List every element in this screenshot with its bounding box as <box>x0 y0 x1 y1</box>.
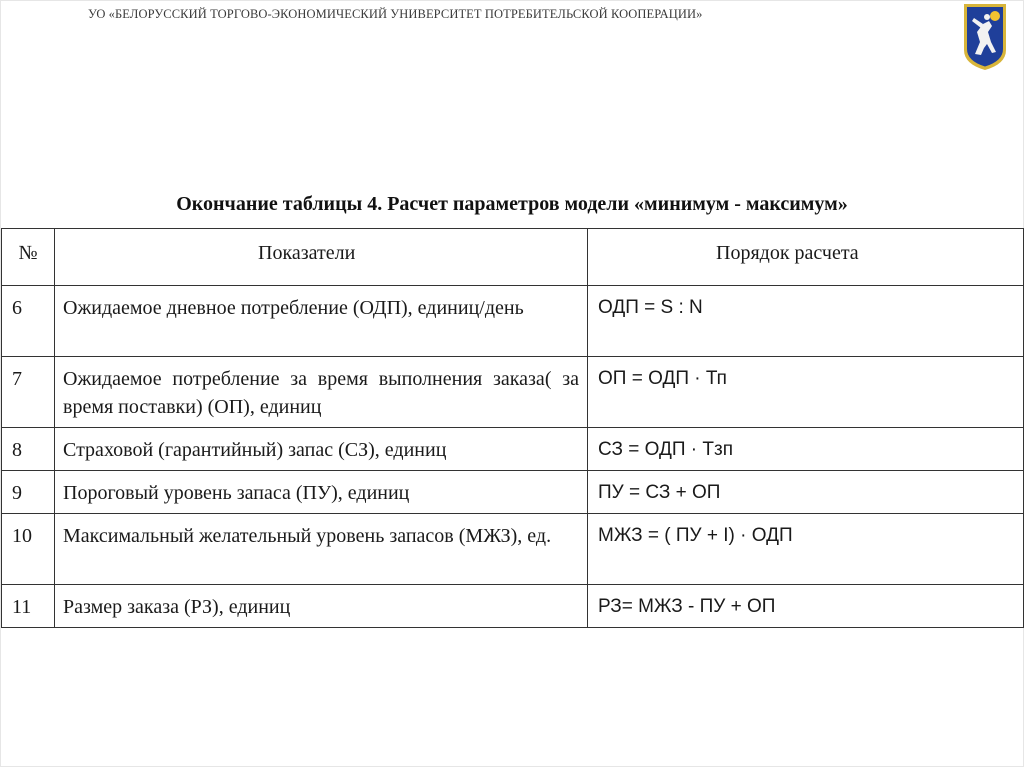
row-number: 9 <box>2 471 55 514</box>
row-number: 6 <box>2 286 55 357</box>
row-indicator: Максимальный желательный уровень запасов (МЖЗ), ед. <box>55 514 588 585</box>
row-formula: ОДП = S : N <box>588 286 1024 357</box>
row-indicator: Ожидаемое дневное потребление (ОДП), единиц/день <box>55 286 588 357</box>
row-formula: ПУ = СЗ + ОП <box>588 471 1024 514</box>
column-header-calculation: Порядок расчета <box>588 229 1024 286</box>
column-header-indicators: Показатели <box>55 229 588 286</box>
row-formula: МЖЗ = ( ПУ + I) · ОДП <box>588 514 1024 585</box>
column-header-number: № <box>2 229 55 286</box>
table-header-row <box>2 229 1024 286</box>
table-row <box>2 286 1024 357</box>
table-row <box>2 428 1024 471</box>
row-indicator: Страховой (гарантийный) запас (СЗ), единиц <box>55 428 588 471</box>
table-row <box>2 514 1024 585</box>
row-formula: РЗ= МЖЗ - ПУ + ОП <box>588 585 1024 628</box>
calculation-table <box>1 228 1024 628</box>
university-emblem-icon <box>962 2 1008 72</box>
row-number: 7 <box>2 357 55 428</box>
row-formula: СЗ = ОДП · Тзп <box>588 428 1024 471</box>
table-row <box>2 471 1024 514</box>
row-indicator: Ожидаемое потребление за время выполнения заказа( за время поставки) (ОП), единиц <box>55 357 588 428</box>
row-number: 10 <box>2 514 55 585</box>
row-indicator: Размер заказа (РЗ), единиц <box>55 585 588 628</box>
row-formula: ОП = ОДП · Тп <box>588 357 1024 428</box>
row-number: 11 <box>2 585 55 628</box>
organization-header: УО «БЕЛОРУССКИЙ ТОРГОВО-ЭКОНОМИЧЕСКИЙ УНИВЕРСИТЕТ ПОТРЕБИТЕЛЬСКОЙ КООПЕРАЦИИ» <box>88 7 703 21</box>
row-indicator: Пороговый уровень запаса (ПУ), единиц <box>55 471 588 514</box>
table-row <box>2 585 1024 628</box>
row-number: 8 <box>2 428 55 471</box>
table-title: Окончание таблицы 4. Расчет параметров модели «минимум - максимум» <box>176 193 848 215</box>
table-row <box>2 357 1024 428</box>
